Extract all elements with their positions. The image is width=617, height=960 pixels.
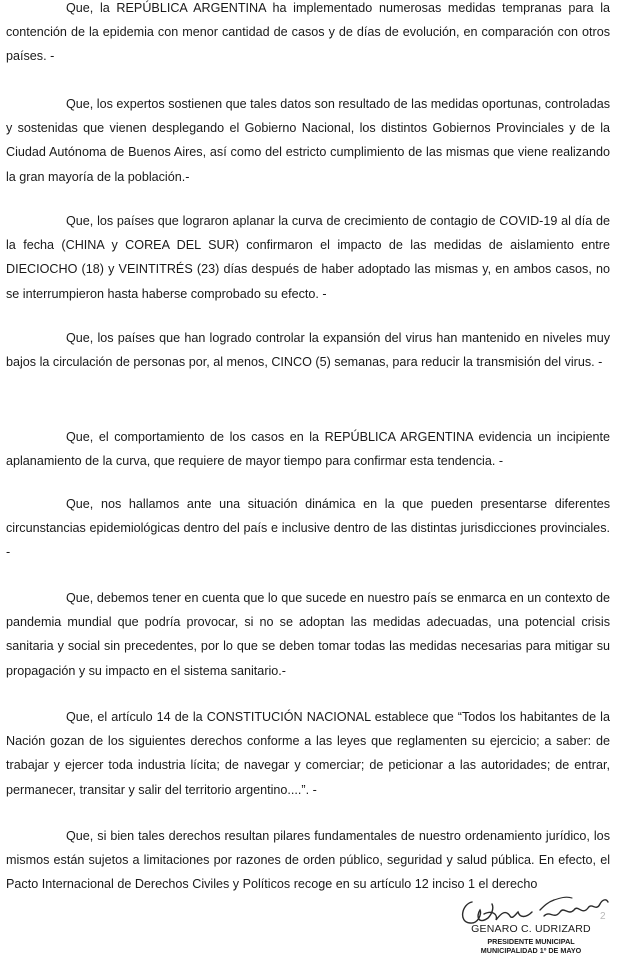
paragraph-republica-medidas: Que, la REPÚBLICA ARGENTINA ha implementado numerosas medidas tempranas para la contención de la epidemia con menor cantidad de casos y de días de evolución, en comparación con otros países. -	[6, 1, 610, 64]
paragraph-circulacion: Que, los países que han logrado controlar la expansión del virus han mantenido en niveles muy bajos la circulación de personas por, al menos, CINCO (5) semanas, para reducir la transmisión del virus. -	[6, 331, 610, 370]
paragraph-articulo-14: Que, el artículo 14 de la CONSTITUCIÓN NACIONAL establece que “Todos los habitantes de la Nación gozan de los siguientes derechos conforme a las leyes que reglamenten su ejercicio; a saber: de trabajar y ejercer toda industria lícita; de navegar y comerciar; de peticionar a las autoridades; de entrar, permanecer, transitar y salir del territorio argentino....”. -	[6, 710, 610, 797]
signatory-title: PRESIDENTE MUNICIPAL	[487, 937, 575, 946]
paragraph-pilares-derechos: Que, si bien tales derechos resultan pilares fundamentales de nuestro ordenamiento jurídico, los mismos están sujetos a limitaciones por razones de orden público, seguridad y salud pública. En efecto, el Pacto Internacional de Derechos Civiles y Políticos recoge en su artículo 12 inciso 1 el derecho	[6, 829, 610, 892]
page-number: 2	[600, 911, 606, 922]
paragraph-expertos: Que, los expertos sostienen que tales datos son resultado de las medidas oportunas, controladas y sostenidas que vienen desplegando el Gobierno Nacional, los distintos Gobiernos Provinciales y de la Ciudad Autónoma de Buenos Aires, así como del estricto cumplimiento de las mismas que viene realizando la gran mayoría de la población.-	[6, 97, 610, 184]
signatory-organization: MUNICIPALIDAD 1º DE MAYO	[480, 946, 582, 955]
paragraph-pandemia-mundial: Que, debemos tener en cuenta que lo que sucede en nuestro país se enmarca en un contexto de pandemia mundial que podría provocar, si no se adoptan las medidas adecuadas, una potencial crisis sanitaria y social sin precedentes, por lo que se deben tomar todas las medidas necesarias para mitigar su propagación y su impacto en el sistema sanitario.-	[6, 591, 610, 678]
paragraph-situacion-dinamica: Que, nos hallamos ante una situación dinámica en la que pueden presentarse diferentes circunstancias epidemiológicas dentro del país e inclusive dentro de las distintas jurisdicciones provinciales. -	[6, 497, 610, 560]
paragraph-comportamiento: Que, el comportamiento de los casos en la REPÚBLICA ARGENTINA evidencia un incipiente aplanamiento de la curva, que requiere de mayor tiempo para confirmar esta tendencia. -	[6, 430, 610, 469]
paragraph-aplanar-curva: Que, los países que lograron aplanar la curva de crecimiento de contagio de COVID-19 al día de la fecha (CHINA y COREA DEL SUR) confirmaron el impacto de las medidas de aislamiento entre DIECIOCHO (18) y VEINTITRÉS (23) días después de haber adoptado las mismas y, en ambos casos, no se interrumpieron hasta haberse comprobado su efecto. -	[6, 214, 610, 301]
signature-stamp	[436, 892, 616, 958]
signatory-name: GENARO C. UDRIZARD	[471, 923, 591, 935]
